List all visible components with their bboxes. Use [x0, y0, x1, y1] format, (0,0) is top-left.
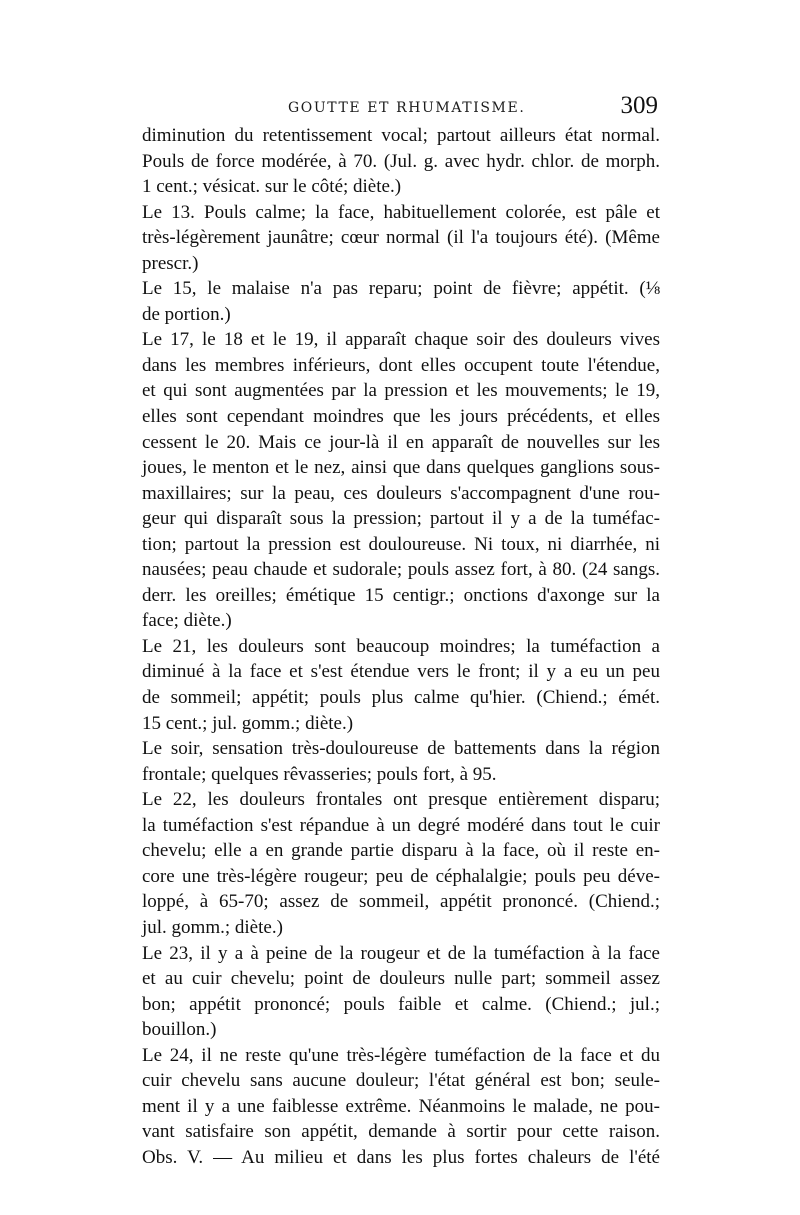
- text-line: diminué à la face et s'est étendue vers le front; il y a eu un peu: [142, 661, 660, 683]
- text-line: vant satisfaire son appétit, demande à sortir pour cette raison.: [142, 1121, 660, 1143]
- text-line: maxillaires; sur la peau, ces douleurs s'accompagnent d'une rou-: [142, 482, 660, 504]
- text-line: Le 21, les douleurs sont beaucoup moindres; la tuméfaction a: [142, 635, 660, 657]
- text-line: elles sont cependant moindres que les jours précédents, et elles: [142, 406, 660, 428]
- text-line: chevelu; elle a en grande partie disparu à la face, où il reste en-: [142, 840, 660, 862]
- page-number: 309: [620, 92, 658, 119]
- text-line: bon; appétit prononcé; pouls faible et calme. (Chiend.; jul.;: [142, 993, 660, 1015]
- text-line: derr. les oreilles; émétique 15 centigr.; onctions d'axonge sur la: [142, 584, 660, 606]
- text-line: ment il y a une faiblesse extrême. Néanmoins le malade, ne pou-: [142, 1095, 660, 1117]
- text-line: la tuméfaction s'est répandue à un degré modéré dans tout le cuir: [142, 814, 660, 836]
- text-line: Le 24, il ne reste qu'une très-légère tuméfaction de la face et du: [142, 1044, 660, 1066]
- text-line: Le soir, sensation très-douloureuse de battements dans la région: [142, 738, 660, 760]
- text-line: nausées; peau chaude et sudorale; pouls assez fort, à 80. (24 sangs.: [142, 559, 660, 581]
- text-line: Pouls de force modérée, à 70. (Jul. g. avec hydr. chlor. de morph.: [142, 150, 660, 172]
- text-line: 15 cent.; jul. gomm.; diète.): [142, 712, 354, 734]
- running-title: GOUTTE ET RHUMATISME.: [288, 100, 526, 116]
- text-line: jul. gomm.; diète.): [142, 916, 283, 938]
- text-line: et au cuir chevelu; point de douleurs nulle part; sommeil assez: [142, 968, 660, 990]
- text-line: frontale; quelques rêvasseries; pouls fort, à 95.: [142, 763, 497, 785]
- text-line: cessent le 20. Mais ce jour-là il en apparaît de nouvelles sur les: [142, 431, 660, 453]
- text-line: Le 15, le malaise n'a pas reparu; point de fièvre; appétit. (⅛: [142, 278, 660, 300]
- text-line: loppé, à 65-70; assez de sommeil, appétit prononcé. (Chiend.;: [142, 891, 660, 913]
- text-line: de portion.): [142, 303, 231, 325]
- text-line: cuir chevelu sans aucune douleur; l'état général est bon; seule-: [142, 1070, 660, 1092]
- text-line: Le 22, les douleurs frontales ont presque entièrement disparu;: [142, 789, 660, 811]
- text-line: geur qui disparaît sous la pression; partout il y a de la tuméfac-: [142, 508, 660, 530]
- text-line: core une très-légère rougeur; peu de céphalalgie; pouls peu déve-: [142, 865, 660, 887]
- text-line: face; diète.): [142, 610, 232, 632]
- text-line: Le 13. Pouls calme; la face, habituellement colorée, est pâle et: [142, 201, 660, 223]
- text-line: bouillon.): [142, 1019, 217, 1041]
- text-line: diminution du retentissement vocal; partout ailleurs état normal.: [142, 125, 660, 146]
- page-header: [143, 92, 658, 126]
- text-line: joues, le menton et le nez, ainsi que dans quelques ganglions sous-: [142, 457, 660, 479]
- text-line: de sommeil; appétit; pouls plus calme qu'hier. (Chiend.; émét.: [142, 687, 660, 709]
- text-line: Le 17, le 18 et le 19, il apparaît chaque soir des douleurs vives: [142, 329, 660, 351]
- body-text: [142, 123, 660, 1170]
- text-line: prescr.): [142, 252, 199, 274]
- text-line: très-légèrement jaunâtre; cœur normal (il l'a toujours été). (Même: [142, 227, 660, 249]
- text-line: 1 cent.; vésicat. sur le côté; diète.): [142, 176, 402, 198]
- text-line: et qui sont augmentées par la pression et les mouvements; le 19,: [142, 380, 660, 402]
- text-line: Obs. V. — Au milieu et dans les plus fortes chaleurs de l'été: [142, 1146, 660, 1168]
- text-line: tion; partout la pression est douloureuse. Ni toux, ni diarrhée, ni: [142, 533, 660, 555]
- text-line: dans les membres inférieurs, dont elles occupent toute l'étendue,: [142, 354, 660, 376]
- text-line: Le 23, il y a à peine de la rougeur et de la tuméfaction à la face: [142, 942, 660, 964]
